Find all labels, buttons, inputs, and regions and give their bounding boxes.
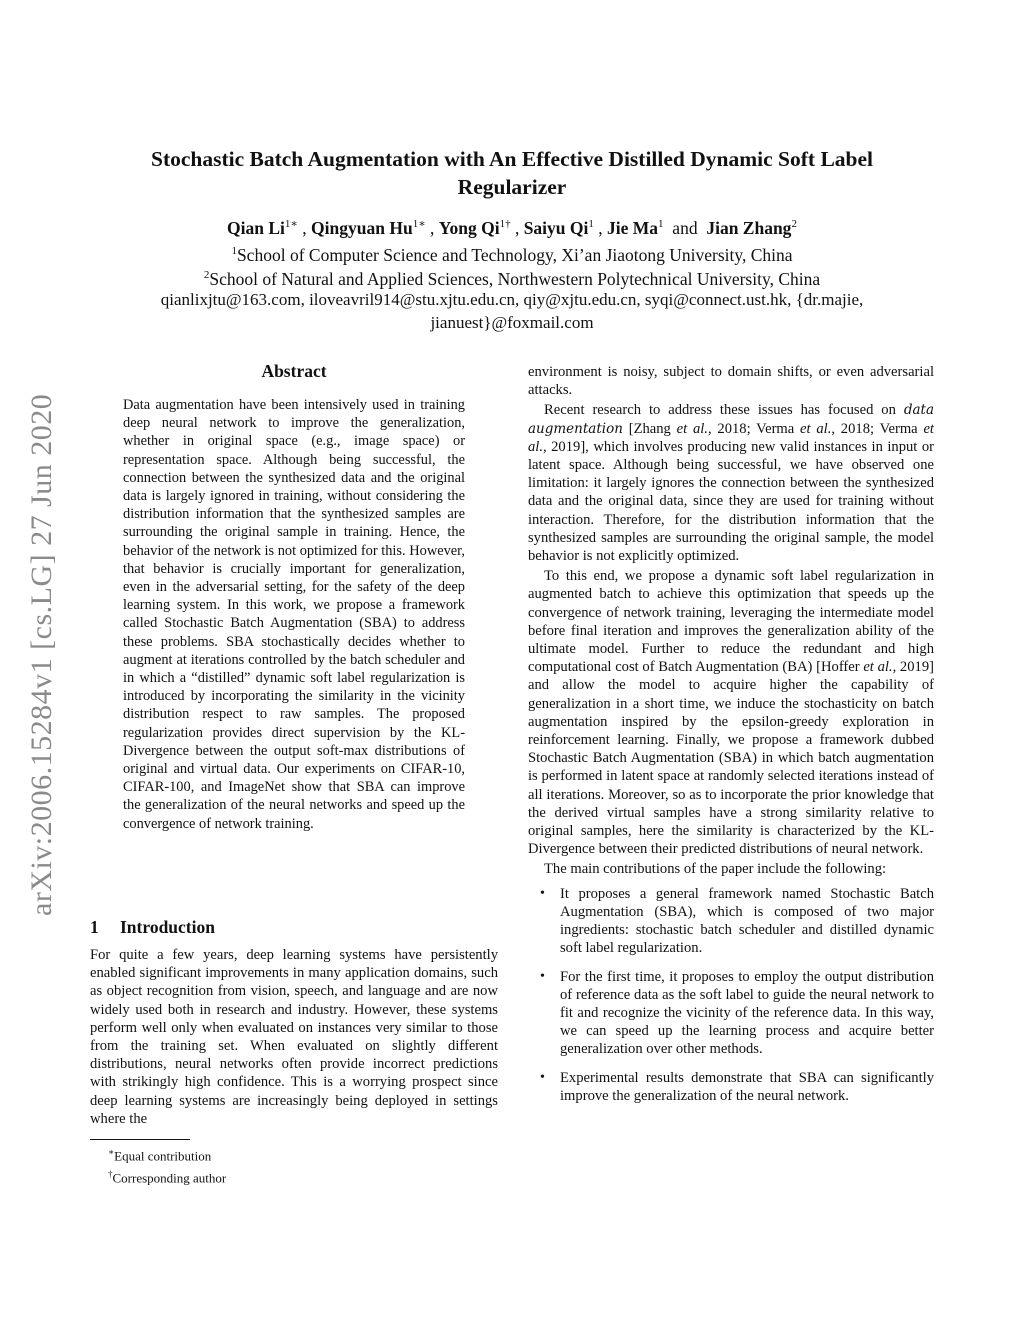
- title-line-2: Regularizer: [457, 175, 567, 199]
- list-item: • It proposes a general framework named Stochastic Batch Augmentation (SBA), which is composed of two major ingredients: stochastic batch scheduler and distilled dynamic soft label regularization.: [540, 885, 934, 957]
- author-emails: [80, 288, 944, 334]
- contributions-list: [528, 885, 934, 1105]
- author: Yong $Qi^{1\dagger}$ ,: [438, 217, 524, 238]
- intro-paragraph-4: The main contributions of the paper include the following:: [544, 861, 887, 878]
- paper-title: [90, 145, 934, 201]
- footnote-corresponding-author: †Corresponding author: [108, 1169, 227, 1186]
- section-number: 1: [90, 917, 99, 937]
- footnote-equal-contribution: ∗Equal contribution: [108, 1147, 212, 1164]
- footnotes: [108, 1143, 226, 1188]
- affiliation-2: $^2$School of Natural and Applied Sciences, Northwestern Polytechnical University, China: [203, 268, 821, 289]
- section-heading-introduction: [90, 917, 215, 938]
- affiliation-1: $^1$School of Computer Science and Technology, Xi’an Jiaotong University, China: [231, 244, 793, 265]
- list-item: • Experimental results demonstrate that SBA can significantly improve the generalization of the neural network.: [540, 1069, 934, 1104]
- arxiv-identifier: arXiv:2006.15284v1 [cs.LG] 27 Jun 2020: [25, 393, 58, 917]
- emails-line-2: jianuest}@foxmail.com: [430, 313, 594, 332]
- author: Saiyu Qi$^1$ ,: [523, 217, 608, 238]
- bullet-icon: •: [540, 968, 545, 984]
- title-line-1: Stochastic Batch Augmentation with An Effective Distilled Dynamic Soft Label: [150, 147, 874, 171]
- bullet-icon: •: [540, 885, 545, 901]
- abstract-text: Data augmentation have been intensively used in training deep neural network to improve the generalization, whether in original space (e.g., image space) or representation space. Although being successful, the connection between the synthesized data and the original data is largely ignored in training, without considering the distribution information that the synthesized samples are surrounding the original sample in training. Hence, the behavior of the network is not optimized for this. However, that behavior is crucially important for generalization, even in the adversarial setting, for the safety of the deep learning system. In this work, we propose a framework called Stochastic Batch Augmentation (SBA) to address these problems. SBA stochastically decides whether to augment at iterations controlled by the batch scheduler and in which a “distilled” dynamic soft label regularization is introduced by incorporating the similarity in the vicinity distribution respect to raw samples. The proposed regularization provides direct supervision by the KL-Divergence between the output soft-max distributions of original and virtual data. Our experiments on CIFAR-10, CIFAR-100, and ImageNet show that SBA can improve the generalization of the neural networks and speed up the convergence of network training.: [123, 397, 465, 832]
- author: Qingyuan $Hu^{1∗}$ ,: [311, 217, 439, 238]
- abstract-heading: Abstract: [261, 361, 327, 381]
- introduction-body: [90, 946, 498, 1128]
- emails-line-1: qianlixjtu@163.com, iloveavril914@stu.xjtu.edu.cn, qiy@xjtu.edu.cn, syqi@connect.ust.hk, {dr.majie,: [160, 290, 864, 309]
- intro-paragraph-1: For quite a few years, deep learning systems have persistently enabled significant improvements in many application domains, such as object recognition from vision, speech, and language and are now widely used both in research and industry. However, these systems perform well only when evaluated on instances very similar to those from the training set. When evaluated on slightly different distributions, neural networks often provide incorrect predictions with strikingly high confidence. This is a worrying prospect since deep learning systems are increasingly being deployed in settings where the: [90, 947, 498, 1127]
- section-title: Introduction: [120, 917, 215, 937]
- author: Jie Ma$^1$ and: [607, 217, 707, 238]
- list-item: • For the first time, it proposes to employ the output distribution of reference data as the soft label to guide the neural network to fit and recognize the vicinity of the reference data. In this way, we can speed up the learning process and acquire better generalization over other methods.: [540, 968, 934, 1058]
- intro-paragraph-1-continued: environment is noisy, subject to domain shifts, or even adversarial attacks.: [528, 364, 934, 399]
- intro-paragraph-2: Recent research to address these issues has focused on data augmentation [Zhang et al., 2018; Verma et al., 2018; Verma et al., 2019], which involves producing new valid instances in input or latent space. Although being successful, we have observed one limitation: it largely ignores the connection between the synthesized data and the original data, since they are used for training without interaction. Therefore, for the distribution information that the synthesized samples are surrounding the original sample, the model behavior is not explicitly optimized.: [528, 402, 934, 565]
- author-list: [90, 212, 934, 240]
- author: Qian $Li^{1∗}$ ,: [227, 217, 312, 238]
- bullet-icon: •: [540, 1069, 545, 1085]
- abstract-body: [123, 396, 465, 833]
- author: Jian Zhang$^2$: [706, 217, 797, 238]
- intro-paragraph-3: To this end, we propose a dynamic soft label regularization in augmented batch to achieve this optimization that speeds up the convergence of network training, leveraging the intermediate model before final iteration and improves the generalization ability of the ultimate model. Further to reduce the redundant and high computational cost of Batch Augmentation (BA) [Hoffer et al., 2019] and allow the model to acquire higher the capability of generalization in a short time, we induce the stochasticity on batch augmentation inspired by the epsilon-greedy exploration in reinforcement learning. Finally, we propose a framework dubbed Stochastic Batch Augmentation (SBA) in which batch augmentation is performed in latent space at randomly selected iterations instead of all iterations. Moreover, so as to incorporate the prior knowledge that the derived virtual samples have a strong similarity relative to original samples, here the similarity is characterized by the KL-Divergence between their predicted distributions of neural network.: [528, 568, 934, 858]
- right-column: [528, 363, 934, 1115]
- footnote-rule: [90, 1139, 190, 1140]
